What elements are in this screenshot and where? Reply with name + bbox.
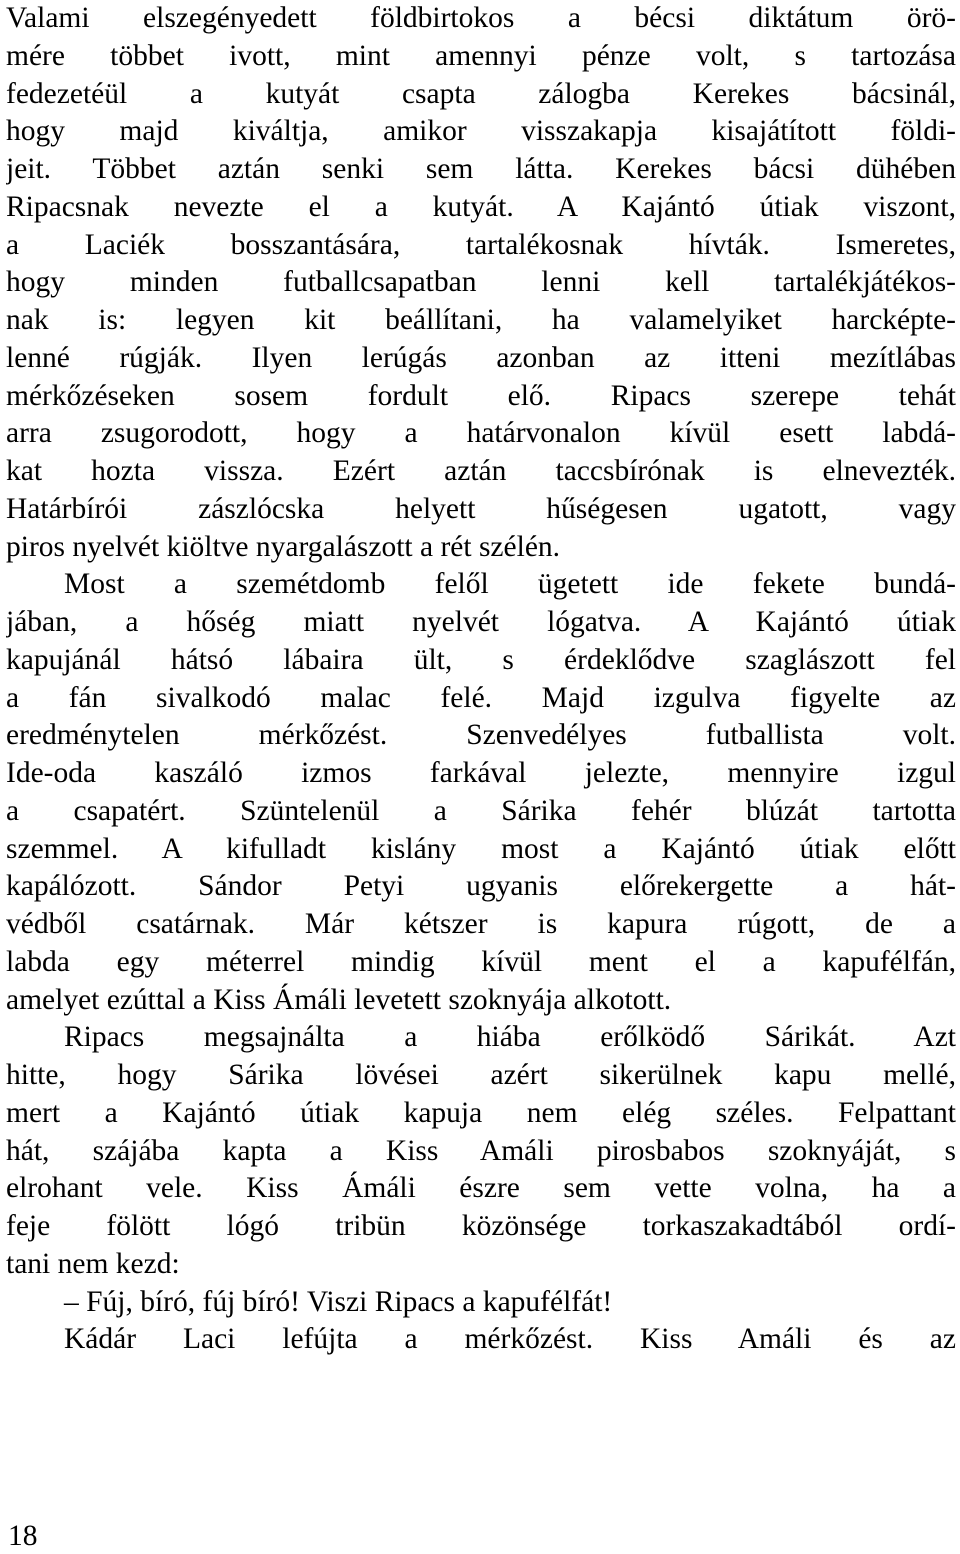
page-body (6, 0, 956, 1359)
text-line: a fán sivalkodó malac felé. Majd izgulva figyelte az (6, 681, 956, 714)
text-line: amelyet ezúttal a Kiss Ámáli levetett szoknyája alkotott. (6, 983, 672, 1016)
paragraph-3 (6, 1019, 956, 1283)
text-line: a Laciék bosszantására, tartalékosnak hívták. Ismeretes, (6, 228, 956, 261)
text-line: Ripacsnak nevezte el a kutyát. A Kajántó útiak viszont, (6, 190, 956, 223)
text-line: piros nyelvét kiöltve nyargalászott a rét szélén. (6, 530, 561, 563)
text-line: arra zsugorodott, hogy a határvonalon kívül esett labdá- (6, 417, 956, 450)
text-line: szemmel. A kifulladt kislány most a Kajántó útiak előtt (6, 832, 956, 865)
text-line: hát, szájába kapta a Kiss Amáli pirosbabos szoknyáját, s (6, 1134, 956, 1167)
text-line: fedezetéül a kutyát csapta zálogba Kerekes bácsinál, (6, 77, 956, 110)
paragraph-1 (6, 0, 956, 566)
text-line: labda egy méterrel mindig kívül ment el a kapufélfán, (6, 945, 956, 978)
text-line: eredménytelen mérkőzést. Szenvedélyes futballista volt. (6, 719, 956, 752)
text-line: hogy minden futballcsapatban lenni kell tartalékjátékos- (6, 266, 956, 299)
text-line: mére többet ivott, mint amennyi pénze volt, s tartozása (6, 39, 956, 72)
text-line: nak is: legyen kit beállítani, ha valamelyiket harcképte- (6, 304, 956, 336)
paragraph-4 (6, 1284, 956, 1322)
text-line: hitte, hogy Sárika lövései azért sikerülnek kapu mellé, (6, 1059, 956, 1091)
text-line: feje fölött lógó tribün közönsége torkaszakadtából ordí- (6, 1210, 956, 1242)
text-line: hogy majd kiváltja, amikor visszakapja kisajátított földi- (6, 115, 956, 148)
text-line: mert a Kajántó útiak kapuja nem elég széles. Felpattant (6, 1096, 956, 1129)
text-line: kapujánál hátsó lábaira ült, s érdeklődve szaglászott fel (6, 643, 956, 676)
text-line: Ide-oda kaszáló izmos farkával jelezte, mennyire izgul (6, 757, 956, 789)
text-line: mérkőzéseken sosem fordult elő. Ripacs szerepe tehát (6, 379, 956, 412)
text-line: lenné rúgják. Ilyen lerúgás azonban az itteni mezítlábas (6, 341, 956, 374)
text-line: kapálózott. Sándor Petyi ugyanis előrekergette a hát- (6, 870, 956, 903)
text-line: védből csatárnak. Már kétszer is kapura rúgott, de a (6, 908, 956, 940)
text-line: tani nem kezd: (6, 1247, 180, 1280)
text-line: Határbírói zászlócska helyett hűségesen ugatott, vagy (6, 492, 956, 525)
text-line: kat hozta vissza. Ezért aztán taccsbírónak is elnevezték. (6, 455, 956, 487)
text-line: jában, a hőség miatt nyelvét lógatva. A Kajántó útiak (6, 606, 956, 638)
paragraph-5 (6, 1321, 956, 1359)
paragraph-2 (6, 566, 956, 1019)
text-line: elrohant vele. Kiss Ámáli észre sem vette volna, ha a (6, 1172, 956, 1205)
text-line: Ripacs megsajnálta a hiába erőlködő Sárikát. Azt (64, 1021, 956, 1054)
text-line: Most a szemétdomb felől ügetett ide fekete bundá- (64, 568, 956, 601)
page-number: 18 (8, 1520, 38, 1552)
text-line: jeit. Többet aztán senki sem látta. Kerekes bácsi dühében (6, 153, 956, 185)
text-line: Kádár Laci lefújta a mérkőzést. Kiss Amáli és az (64, 1323, 956, 1356)
text-line: Valami elszegényedett földbirtokos a bécsi diktátum örö- (6, 2, 956, 34)
text-line: – Fúj, bíró, fúj bíró! Viszi Ripacs a kapufélfát! (64, 1285, 613, 1318)
text-line: a csapatért. Szüntelenül a Sárika fehér blúzát tartotta (6, 794, 956, 827)
